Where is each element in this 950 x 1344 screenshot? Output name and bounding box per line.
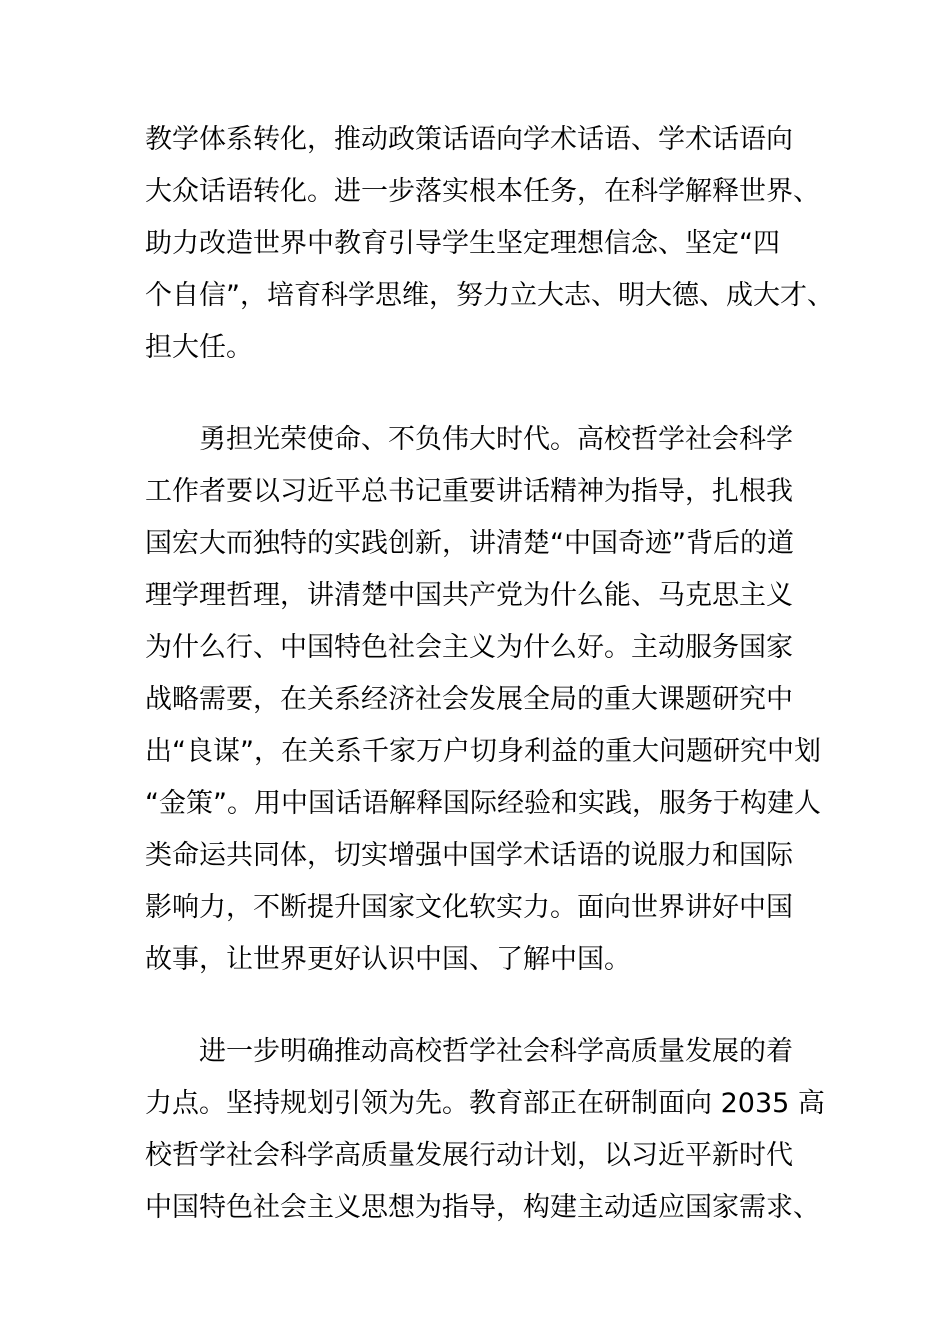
text-line: 勇担光荣使命、不负伟大时代。高校哲学社会科学 — [145, 424, 793, 455]
text-line: 力点。坚持规划引领为先。教育部正在研制面向 2035 高 — [145, 1088, 825, 1119]
text-line: 助力改造世界中教育引导学生坚定理想信念、坚定“四 — [145, 228, 780, 259]
text-line: 影响力，不断提升国家文化软实力。面向世界讲好中国 — [145, 892, 793, 923]
text-line: 教学体系转化，推动政策话语向学术话语、学术话语向 — [145, 124, 793, 155]
text-line: “金策”。用中国话语解释国际经验和实践，服务于构建人 — [145, 788, 821, 819]
text-line: 国宏大而独特的实践创新，讲清楚“中国奇迹”背后的道 — [145, 528, 794, 559]
text-line: 出“良谋”，在关系千家万户切身利益的重大问题研究中划 — [145, 736, 821, 767]
paragraph-1 — [145, 114, 834, 374]
text-line: 中国特色社会主义思想为指导，构建主动适应国家需求、 — [145, 1192, 820, 1223]
text-line: 大众话语转化。进一步落实根本任务，在科学解释世界、 — [145, 176, 820, 207]
text-line: 工作者要以习近平总书记重要讲话精神为指导，扎根我 — [145, 476, 793, 507]
text-line: 理学理哲理，讲清楚中国共产党为什么能、马克思主义 — [145, 580, 793, 611]
paragraph-3 — [145, 1026, 825, 1234]
text-line: 故事，让世界更好认识中国、了解中国。 — [145, 944, 631, 975]
text-line: 担大任。 — [145, 332, 253, 363]
text-line: 校哲学社会科学高质量发展行动计划，以习近平新时代 — [145, 1140, 793, 1171]
text-line: 类命运共同体，切实增强中国学术话语的说服力和国际 — [145, 840, 793, 871]
text-line: 进一步明确推动高校哲学社会科学高质量发展的着 — [145, 1036, 793, 1067]
text-line: 为什么行、中国特色社会主义为什么好。主动服务国家 — [145, 632, 793, 663]
text-line: 战略需要，在关系经济社会发展全局的重大课题研究中 — [145, 684, 793, 715]
text-line: 个自信”，培育科学思维，努力立大志、明大德、成大才、 — [145, 280, 834, 311]
paragraph-2 — [145, 414, 825, 986]
